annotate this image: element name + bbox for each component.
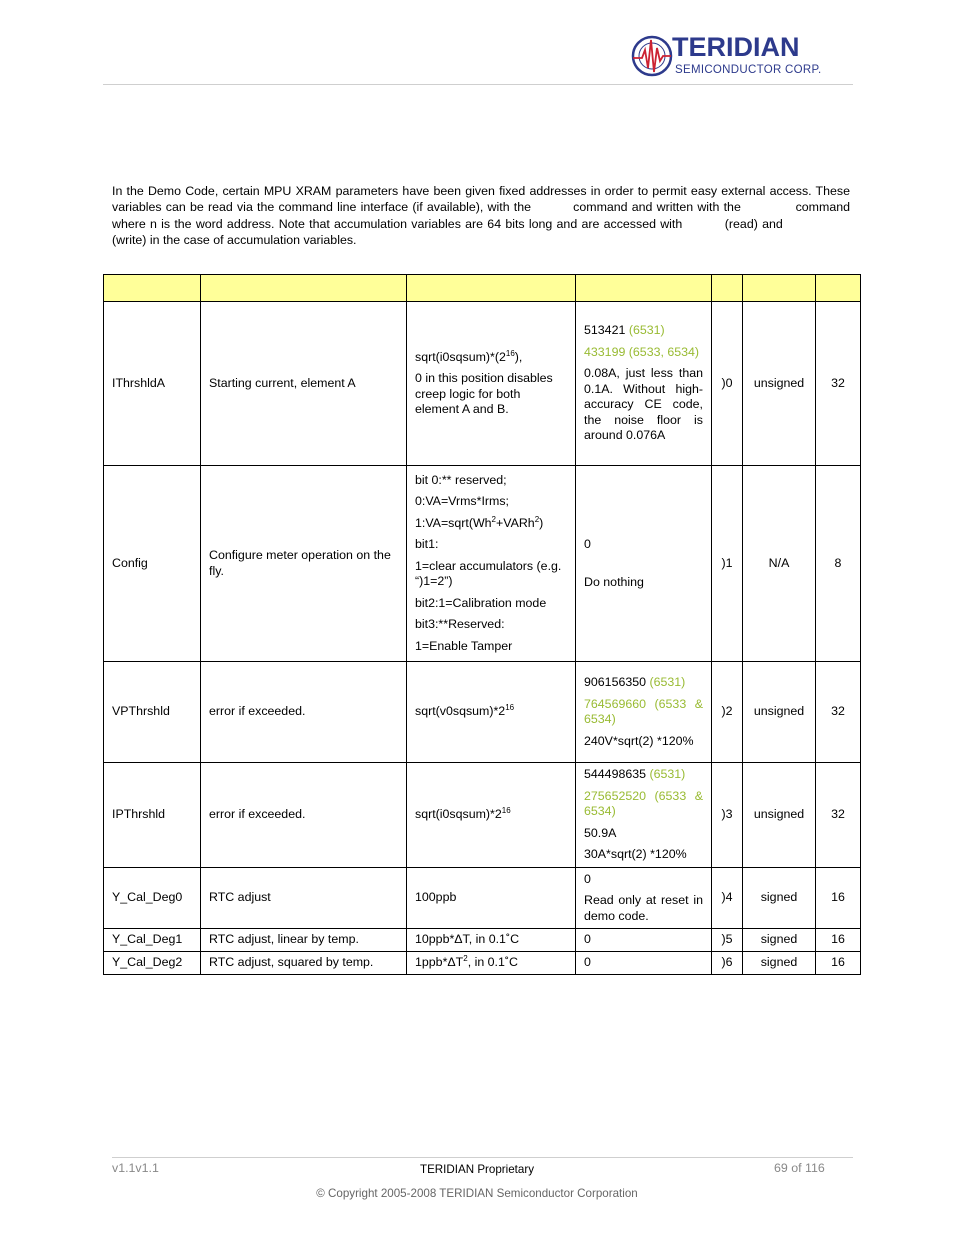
logo-wordmark: TERIDIAN <box>672 32 800 62</box>
cell-formula: $sqrt(v0sqsum)*2^{16}$ <box>407 662 576 763</box>
cell-type: unsigned <box>743 662 816 763</box>
cell-description: RTC adjust, linear by temp. <box>201 929 407 952</box>
cell-bits: 16 <box>816 868 861 929</box>
cell-description: error if exceeded. <box>201 662 407 763</box>
cell-name: IPThrshld <box>104 763 201 868</box>
cell-name: Y_Cal_Deg2 <box>104 952 201 975</box>
logo-subtitle: SEMICONDUCTOR CORP. <box>675 64 822 76</box>
header-cell <box>712 275 743 302</box>
table-row <box>104 929 861 952</box>
cell-bits: 32 <box>816 662 861 763</box>
cell-default: 0 Read only at reset in demo code. <box>576 868 712 929</box>
cell-formula: $sqrt(i0sqsum)*(2^{16})$, 0 in this position disables creep logic for both element A and B. <box>407 302 576 466</box>
cell-address: )6 <box>712 952 743 975</box>
table-row <box>104 466 861 662</box>
teridian-logo <box>630 33 830 79</box>
cell-bits: 8 <box>816 466 861 662</box>
cell-name: Config <box>104 466 201 662</box>
footer-proprietary: TERIDIAN Proprietary <box>419 1163 535 1176</box>
cell-bits: 32 <box>816 302 861 466</box>
cell-bits: 32 <box>816 763 861 868</box>
header-cell <box>201 275 407 302</box>
cell-address: )5 <box>712 929 743 952</box>
table-row <box>104 302 861 466</box>
cell-description: Starting current, element A <box>201 302 407 466</box>
cell-default: 906156350 (6531) 764569660 (6533 & 6534) 240V*sqrt(2) *120% <box>576 662 712 763</box>
cell-description: RTC adjust <box>201 868 407 929</box>
header-cell <box>743 275 816 302</box>
footer-divider <box>112 1157 853 1158</box>
cell-address: )3 <box>712 763 743 868</box>
header-cell <box>104 275 201 302</box>
cell-address: )2 <box>712 662 743 763</box>
header-cell <box>576 275 712 302</box>
cell-formula: $sqrt(i0sqsum)*2^{16}$ <box>407 763 576 868</box>
cell-name: Y_Cal_Deg0 <box>104 868 201 929</box>
table-header-row <box>104 275 861 302</box>
cell-name: IThrshldA <box>104 302 201 466</box>
cell-default: 0 <box>576 952 712 975</box>
cell-name: Y_Cal_Deg1 <box>104 929 201 952</box>
cell-default: 0 Do nothing <box>576 466 712 662</box>
table-row <box>104 868 861 929</box>
cell-type: unsigned <box>743 302 816 466</box>
cell-bits: 16 <box>816 952 861 975</box>
xram-parameter-table <box>103 274 861 975</box>
footer-page-number: 69 of 116 <box>774 1161 825 1175</box>
cell-description: error if exceeded. <box>201 763 407 868</box>
cell-description: Configure meter operation on the fly. <box>201 466 407 662</box>
header-cell <box>407 275 576 302</box>
cell-type: signed <box>743 929 816 952</box>
header-cell <box>816 275 861 302</box>
cell-address: )4 <box>712 868 743 929</box>
header-divider <box>103 84 853 85</box>
cell-type: unsigned <box>743 763 816 868</box>
cell-description: RTC adjust, squared by temp. <box>201 952 407 975</box>
footer-copyright: © Copyright 2005-2008 TERIDIAN Semiconductor Corporation <box>316 1187 638 1200</box>
cell-formula: bit 0:** reserved; 0:VA=Vrms*Irms; $1:VA=sqrt(Wh^2+VARh^2)$ bit1: 1=clear accumulators (e.g. “)1=2”) bit2:1=Calibration mode bit3:**Reserved: 1=Enable Tamper <box>407 466 576 662</box>
cell-formula: 10ppb*ΔT, in 0.1˚C <box>407 929 576 952</box>
footer-version: v1.1v1.1 <box>112 1161 159 1175</box>
cell-type: N/A <box>743 466 816 662</box>
table-row <box>104 763 861 868</box>
cell-formula: 100ppb <box>407 868 576 929</box>
cell-address: )0 <box>712 302 743 466</box>
cell-bits: 16 <box>816 929 861 952</box>
cell-formula: $1ppb*\Delta T^2$, in 0.1˚C <box>407 952 576 975</box>
cell-type: signed <box>743 952 816 975</box>
cell-default: 0 <box>576 929 712 952</box>
cell-address: )1 <box>712 466 743 662</box>
cell-name: VPThrshld <box>104 662 201 763</box>
intro-paragraph: In the Demo Code, certain MPU XRAM parameters have been given fixed addresses in order to permit easy external access. These variables can be read via the command line interface (if available), with the command and written with the command where n is the word address. Note that accumulation variables are 64 bits long and are accessed with (read) and (write) in the case of accumulation variables. <box>112 184 850 248</box>
teridian-globe-icon <box>630 34 674 78</box>
table-row <box>104 952 861 975</box>
table-row <box>104 662 861 763</box>
cell-type: signed <box>743 868 816 929</box>
cell-default: 513421 (6531) 433199 (6533, 6534) 0.08A, just less than 0.1A. Without high-accuracy CE code, the noise floor is around 0.076A <box>576 302 712 466</box>
cell-default: 544498635 (6531) 275652520 (6533 & 6534) 50.9A 30A*sqrt(2) *120% <box>576 763 712 868</box>
